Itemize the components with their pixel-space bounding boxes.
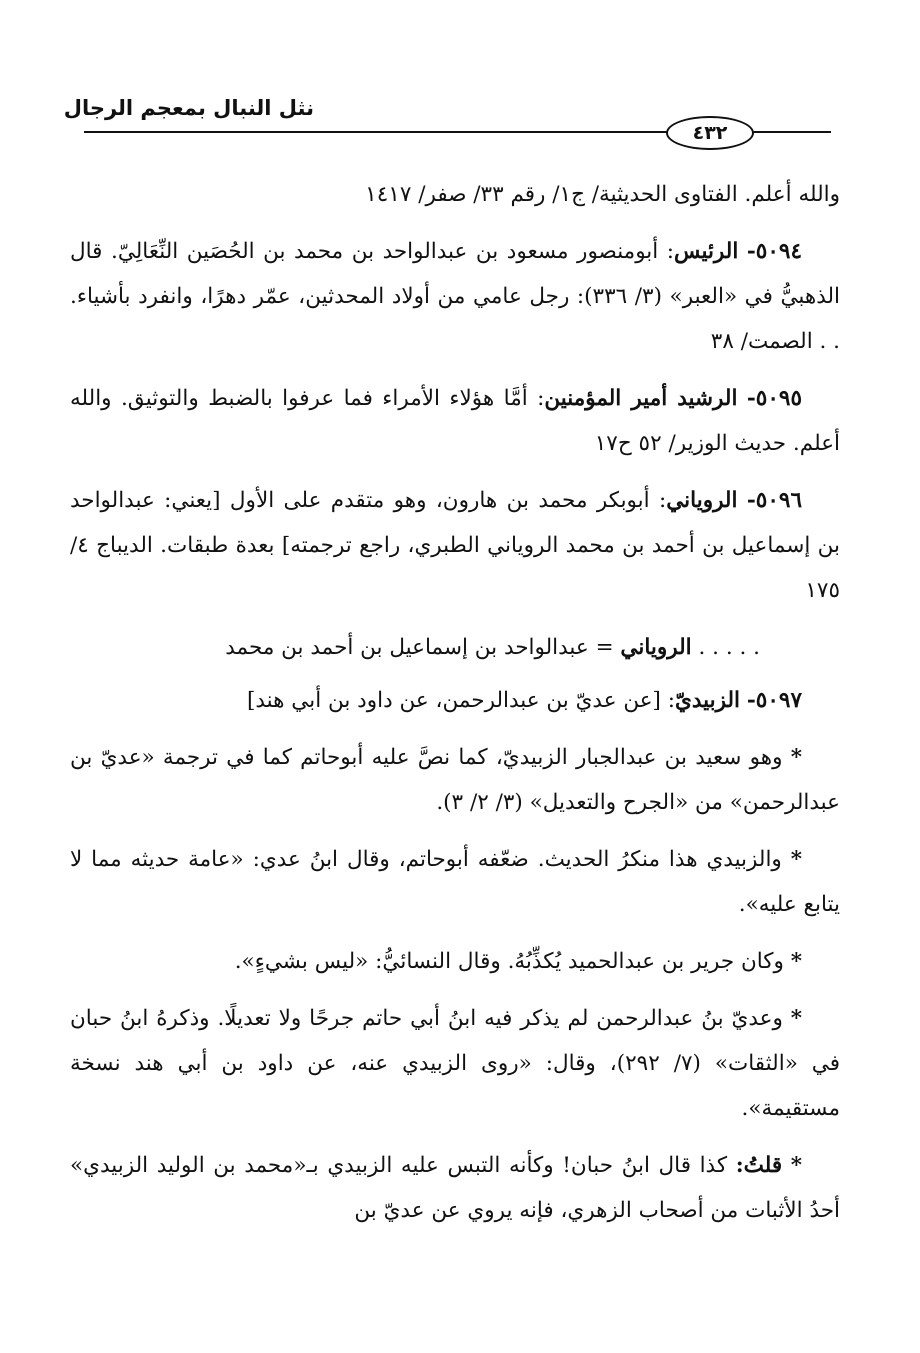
entry-5097: [70, 678, 840, 723]
asterisk-marker: *: [790, 745, 802, 770]
note-text: كذا قال ابنُ حبان! وكأنه التبس عليه الزبيدي بـ«محمد بن الوليد الزبيدي» أحدُ الأثبات من أصحاب الزهري، فإنه يروي عن عديّ بن: [70, 1153, 840, 1223]
entry-5094: [70, 229, 840, 364]
entry-text: = عبدالواحد بن إسماعيل بن أحمد بن محمد: [225, 635, 614, 660]
entry-5095: [70, 376, 840, 466]
entry-text: : [عن عديّ بن عبدالرحمن، عن داود بن أبي هند]: [246, 688, 676, 713]
note-text: وعديّ بنُ عبدالرحمن لم يذكر فيه ابنُ أبي حاتم جرحًا ولا تعديلًا. وذكرهُ ابنُ حبان في «الثقات» (٧/ ٢٩٢)، وقال: «روى الزبيدي عنه، عن داود بن أبي هند نسخة مستقيمة».: [70, 1006, 841, 1121]
entry-text: : أمَّا هؤلاء الأمراء فما عرفوا بالضبط والتوثيق. والله أعلم. حديث الوزير/ ٥٢ ح١٧: [70, 386, 840, 456]
entry-text: : أبوبكر محمد بن هارون، وهو متقدم على الأول [يعني: عبدالواحد بن إسماعيل بن أحمد بن محمد الروياني الطبري، راجع ترجمته] بعدة طبقات. الديباج ٤/ ١٧٥: [70, 488, 840, 603]
continuation-line: والله أعلم. الفتاوى الحديثية/ ج١/ رقم ٣٣/ صفر/ ١٤١٧: [365, 182, 840, 207]
asterisk-marker: *: [790, 1153, 802, 1178]
ellipsis-dots: . . . . .: [698, 635, 760, 660]
entry-number: ٥٠٩٤-: [746, 239, 802, 264]
note-paragraph: [70, 939, 840, 984]
note-text: وهو سعيد بن عبدالجبار الزبيديّ، كما نصَّ عليه أبوحاتم كما في ترجمة «عديّ بن عبدالرحمن» من «الجرح والتعديل» (٣/ ٢/ ٣).: [70, 745, 840, 815]
page-body: [70, 172, 840, 1245]
entry-5096: [70, 478, 840, 613]
note-paragraph: [70, 837, 840, 927]
comment-lead: قلتُ:: [735, 1153, 783, 1178]
entry-text: : أبومنصور مسعود بن عبدالواحد بن محمد بن الحُصَين النِّعَالِيّ. قال الذهبيُّ في «العبر» (٣/ ٣٣٦): رجل عامي من أولاد المحدثين، عمّر دهرًا، وانفرد بأشياء. . . الصمت/ ٣٨: [70, 239, 841, 354]
entry-name: الرئيس: [674, 239, 739, 264]
entry-number: ٥٠٩٥-: [746, 386, 802, 411]
note-text: وكان جرير بن عبدالحميد يُكذِّبُهُ. وقال النسائيُّ: «ليس بشيءٍ».: [234, 949, 784, 974]
entry-number: ٥٠٩٧-: [746, 688, 802, 713]
entry-name: الروياني: [620, 635, 692, 660]
entry-number: ٥٠٩٦-: [746, 488, 802, 513]
entry-name: الرشيد أمير المؤمنين: [544, 386, 738, 411]
entry-name: الزبيديّ: [675, 688, 741, 713]
note-paragraph: [70, 1143, 840, 1233]
asterisk-marker: *: [790, 1006, 802, 1031]
running-title: نثل النبال بمعجم الرجال: [63, 96, 314, 120]
note-text: والزبيدي هذا منكرُ الحديث. ضعّفه أبوحاتم، وقال ابنُ عدي: «عامة حديثه مما لا يتابع عليه».: [70, 847, 840, 917]
cross-reference: [70, 625, 840, 670]
entry-name: الروياني: [666, 488, 738, 513]
note-paragraph: [70, 735, 840, 825]
asterisk-marker: *: [790, 949, 802, 974]
asterisk-marker: *: [790, 847, 802, 872]
note-paragraph: [70, 996, 840, 1131]
page-number: ٤٣٢: [666, 116, 754, 150]
